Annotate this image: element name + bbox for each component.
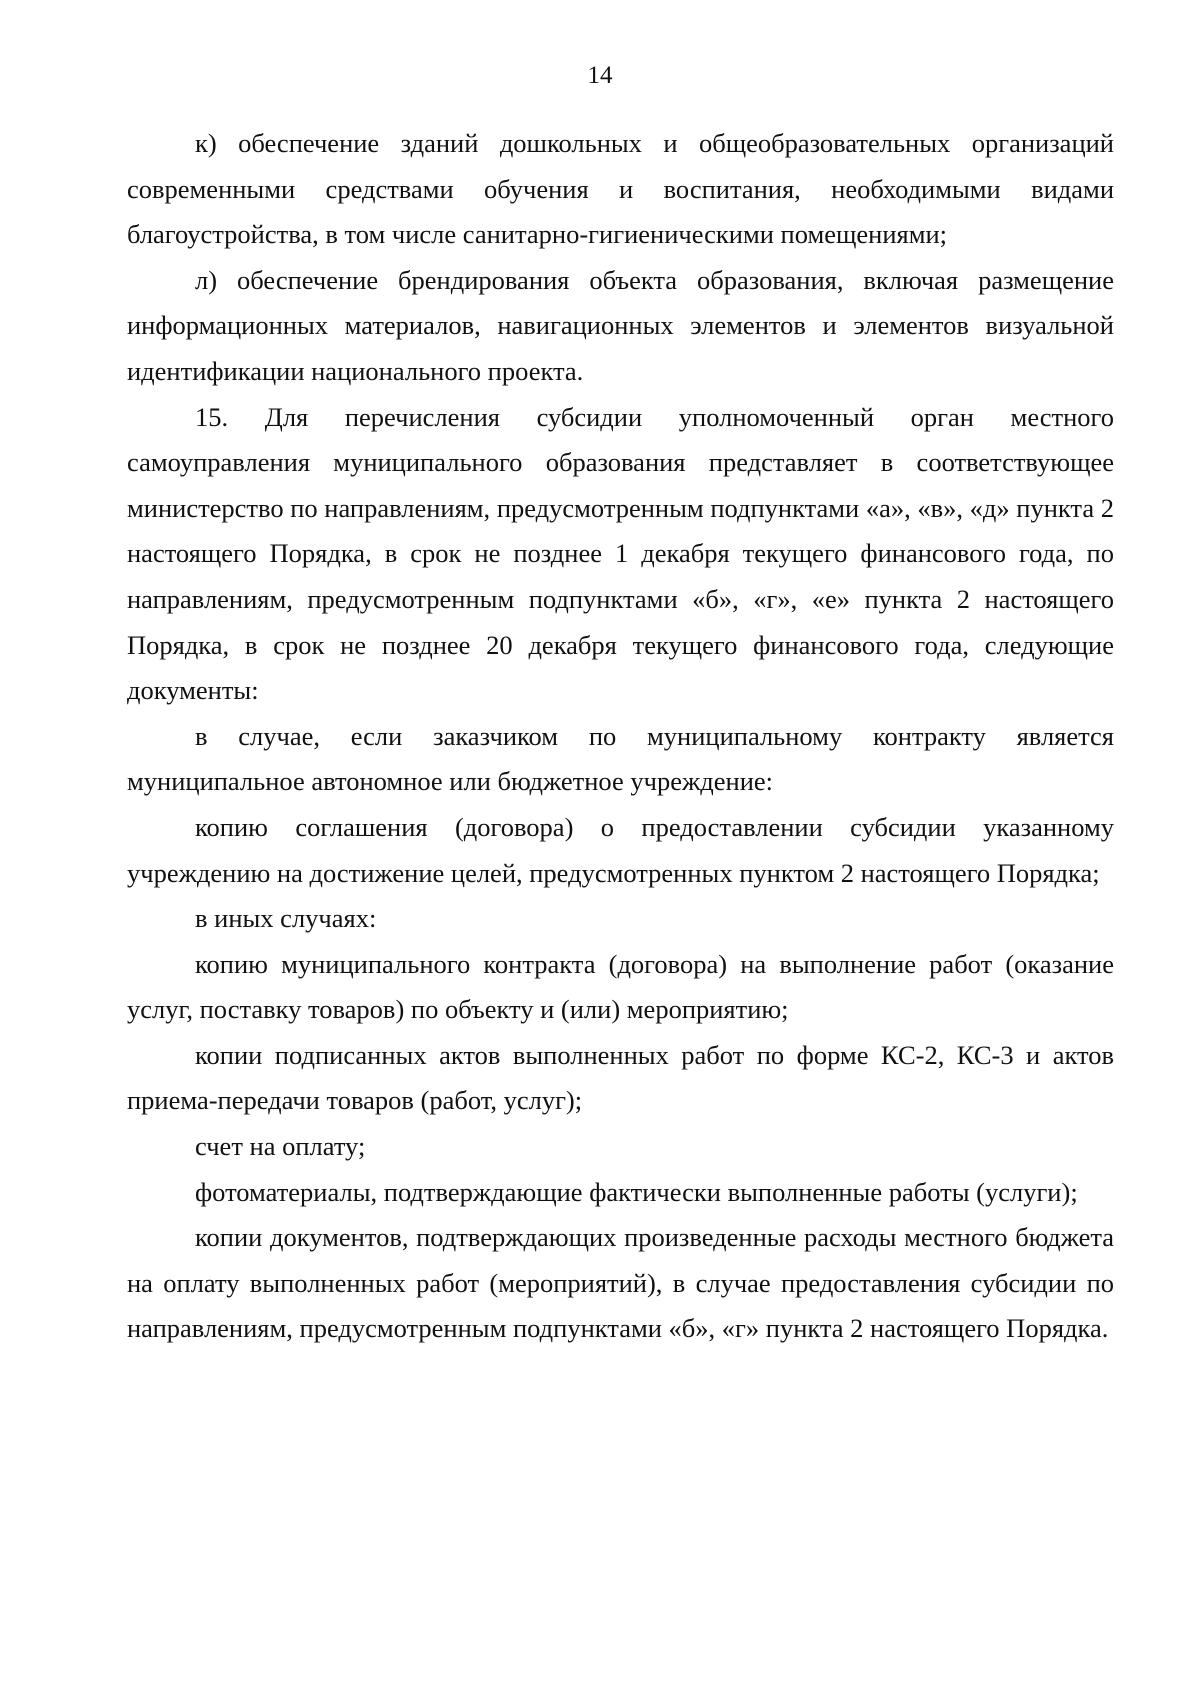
paragraph-expense-docs: копии документов, подтверждающих произведенные расходы местного бюджета на оплату выполненных работ (мероприятий), в случае предоставления субсидии по направлениям, предусмотренным подпунктами «б», «г» пункта 2 настоящего Порядка. xyxy=(127,1222,1114,1344)
paragraph-acts-copy: копии подписанных актов выполненных работ по форме КС-2, КС-3 и актов приема-передачи товаров (работ, услуг); xyxy=(127,1039,1114,1116)
paragraph-contract-copy: копию муниципального контракта (договора) на выполнение работ (оказание услуг, поставку товаров) по объекту и (или) мероприятию; xyxy=(127,948,1114,1025)
paragraph-15: 15. Для перечисления субсидии уполномоченный орган местного самоуправления муниципального образования представляет в соответствующее министерство по направлениям, предусмотренным подпунктами «а», «в», «д» пункта 2 настоящего Порядка, в срок не позднее 1 декабря текущего финансового года, по направлениям, предусмотренным подпунктами «б», «г», «е» пункта 2 настоящего Порядка, в срок не позднее 20 декабря текущего финансового года, следующие документы: xyxy=(127,401,1114,706)
paragraph-l: л) обеспечение брендирования объекта образования, включая размещение информационных материалов, навигационных элементов и элементов визуальной идентификации национального проекта. xyxy=(127,264,1114,386)
document-body xyxy=(127,121,1114,1352)
paragraph-other-cases: в иных случаях: xyxy=(195,903,377,934)
paragraph-agreement-copy: копию соглашения (договора) о предоставлении субсидии указанному учреждению на достижение целей, предусмотренных пунктом 2 настоящего Порядка; xyxy=(127,811,1114,888)
paragraph-photos: фотоматериалы, подтверждающие фактически выполненные работы (услуги); xyxy=(195,1176,1078,1207)
paragraph-invoice: счет на оплату; xyxy=(195,1131,366,1162)
page-number: 14 xyxy=(587,62,613,89)
paragraph-case-institution: в случае, если заказчиком по муниципальному контракту является муниципальное автономное или бюджетное учреждение: xyxy=(127,720,1114,797)
paragraph-k: к) обеспечение зданий дошкольных и общеобразовательных организаций современными средствами обучения и воспитания, необходимыми видами благоустройства, в том числе санитарно-гигиеническими помещениями; xyxy=(127,128,1114,250)
